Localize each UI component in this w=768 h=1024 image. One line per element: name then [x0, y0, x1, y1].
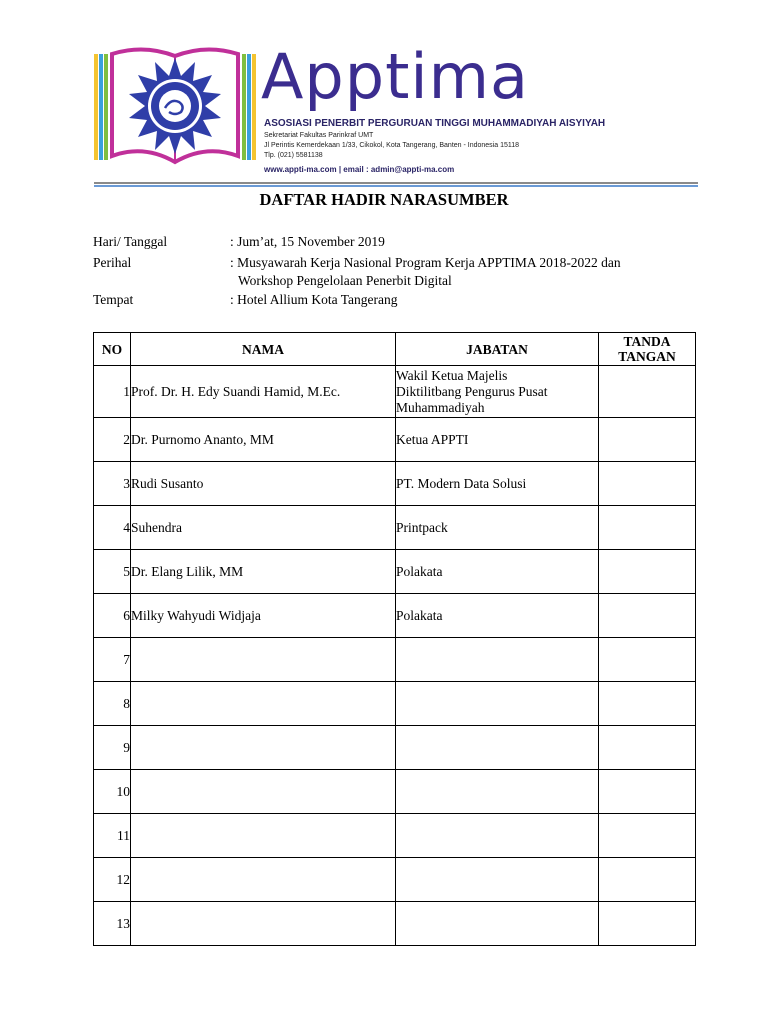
row-name — [131, 682, 396, 726]
row-position: Ketua APPTI — [396, 418, 599, 462]
row-number: 6 — [94, 594, 131, 638]
row-number: 11 — [94, 814, 131, 858]
row-name: Suhendra — [131, 506, 396, 550]
row-signature — [599, 682, 696, 726]
row-number: 13 — [94, 902, 131, 946]
table-header-row — [94, 333, 696, 366]
info-value-date: : Jum’at, 15 November 2019 — [230, 234, 385, 249]
row-position — [396, 638, 599, 682]
row-position — [396, 726, 599, 770]
row-signature — [599, 858, 696, 902]
row-name: Dr. Elang Lilik, MM — [131, 550, 396, 594]
row-name: Milky Wahyudi Widjaja — [131, 594, 396, 638]
table-row — [94, 726, 696, 770]
attendance-table — [93, 332, 696, 946]
info-label-place: Tempat — [93, 292, 134, 307]
row-name: Prof. Dr. H. Edy Suandi Hamid, M.Ec. — [131, 366, 396, 418]
info-value-subject: : Musyawarah Kerja Nasional Program Kerja APPTIMA 2018-2022 dan — [230, 255, 621, 270]
row-signature — [599, 462, 696, 506]
header-jabatan: JABATAN — [396, 333, 599, 366]
row-signature — [599, 594, 696, 638]
info-label-date: Hari/ Tanggal — [93, 234, 168, 249]
row-name: Rudi Susanto — [131, 462, 396, 506]
position-line: Muhammadiyah — [396, 399, 485, 415]
row-name — [131, 770, 396, 814]
row-number: 10 — [94, 770, 131, 814]
row-position — [396, 682, 599, 726]
table-row — [94, 902, 696, 946]
row-position — [396, 814, 599, 858]
row-position: PT. Modern Data Solusi — [396, 462, 599, 506]
header-no: NO — [94, 333, 131, 366]
row-number: 1 — [94, 366, 131, 418]
row-position — [396, 366, 599, 418]
organization-name: ASOSIASI PENERBIT PERGURUAN TINGGI MUHAMMADIYAH AISYIYAH — [264, 118, 606, 129]
row-signature — [599, 902, 696, 946]
row-number: 4 — [94, 506, 131, 550]
table-row — [94, 858, 696, 902]
row-position — [396, 858, 599, 902]
header-nama: NAMA — [131, 333, 396, 366]
row-name: Dr. Purnomo Ananto, MM — [131, 418, 396, 462]
row-signature — [599, 726, 696, 770]
header-tanda-tangan — [599, 333, 696, 366]
row-position — [396, 770, 599, 814]
letterhead — [94, 40, 700, 180]
document-title: DAFTAR HADIR NARASUMBER — [259, 190, 509, 209]
row-signature — [599, 638, 696, 682]
row-position: Polakata — [396, 594, 599, 638]
row-name — [131, 638, 396, 682]
address-line: Sekretariat Fakultas Parinkraf UMT — [264, 132, 374, 139]
header-tangan: TANGAN — [618, 349, 676, 364]
letterhead-divider — [94, 182, 698, 184]
position-line: Wakil Ketua Majelis — [396, 367, 508, 383]
row-signature — [599, 418, 696, 462]
address-line: Jl Perintis Kemerdekaan 1/33, Cikokol, Kota Tangerang, Banten - Indonesia 15118 — [264, 142, 520, 149]
table-row — [94, 418, 696, 462]
phone-line: Tlp. (021) 5581138 — [264, 152, 323, 159]
row-number: 7 — [94, 638, 131, 682]
apptima-logo-icon — [94, 40, 256, 168]
row-position: Printpack — [396, 506, 599, 550]
row-number: 5 — [94, 550, 131, 594]
row-signature — [599, 814, 696, 858]
row-position: Polakata — [396, 550, 599, 594]
row-signature — [599, 506, 696, 550]
row-number: 9 — [94, 726, 131, 770]
header-tanda: TANDA — [623, 334, 671, 349]
table-row — [94, 770, 696, 814]
letterhead-divider-accent — [94, 185, 698, 187]
table-row — [94, 594, 696, 638]
row-number: 3 — [94, 462, 131, 506]
table-row — [94, 462, 696, 506]
info-value-subject-continued: Workshop Pengelolaan Penerbit Digital — [238, 273, 452, 288]
row-name — [131, 726, 396, 770]
row-signature — [599, 550, 696, 594]
row-name — [131, 858, 396, 902]
brand-name: Apptima — [261, 40, 530, 113]
contact-line: www.appti-ma.com | email : admin@appti-ma.com — [264, 165, 455, 174]
row-signature — [599, 366, 696, 418]
table-row — [94, 506, 696, 550]
row-number: 2 — [94, 418, 131, 462]
row-number: 12 — [94, 858, 131, 902]
table-row — [94, 366, 696, 418]
row-number: 8 — [94, 682, 131, 726]
table-row — [94, 550, 696, 594]
row-position — [396, 902, 599, 946]
row-name — [131, 814, 396, 858]
row-name — [131, 902, 396, 946]
info-value-place: : Hotel Allium Kota Tangerang — [230, 292, 398, 307]
info-label-subject: Perihal — [93, 255, 132, 270]
position-line: Diktilitbang Pengurus Pusat — [396, 383, 548, 399]
table-row — [94, 682, 696, 726]
row-signature — [599, 770, 696, 814]
table-row — [94, 638, 696, 682]
table-row — [94, 814, 696, 858]
